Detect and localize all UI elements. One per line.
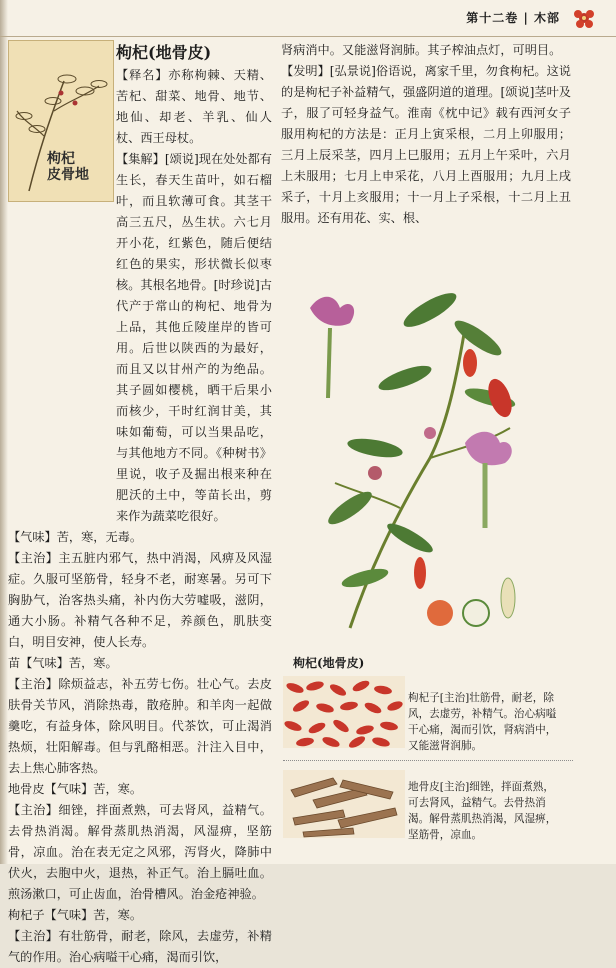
illustration-caption: 枸杞 皮骨地	[47, 151, 89, 183]
digupi-photo-caption: 地骨皮[主治]细锉，拌面煮熟，可去肾风，益精气。去骨热消渴。解骨蒸肌热消渴，风湿痹，坚筋骨，凉血。	[408, 781, 557, 841]
paragraph-qiwei: 【气味】苦，寒，无毒。	[8, 530, 143, 544]
running-head-text: 第十二卷 | 木部	[466, 11, 560, 25]
right-column	[281, 40, 571, 229]
goji-plant-illustration	[290, 268, 530, 640]
paragraph-gouqizi-qiwei: 枸杞子【气味】苦，寒。	[8, 908, 143, 922]
paragraph-miao-qiwei: 苗【气味】苦，寒。	[8, 656, 118, 670]
paragraph-digupi-qiwei: 地骨皮【气味】苦，寒。	[8, 782, 143, 796]
paragraph-faming: 【发明】[弘景说]俗语说，离家千里，勿食枸杞。这说的是枸杞子补益精气，强盛阴道的道理。[颂说]茎叶及子，服了可轻身益气。淮南《枕中记》载有西河女子服用枸杞的方法是：正月上寅采根，二月上卯服用；三月上辰采茎，四月上巳服用；五月上午采叶，六月上未服用；七月上申采花，八月上酉服用；九月上戌采子，十月上亥服用；十一月上子采根，十二月上丑服用。还有用花、实、根、	[281, 64, 571, 225]
digupi-root-bark-photo	[283, 770, 405, 838]
left-column	[8, 40, 272, 968]
page-gutter-shadow	[0, 0, 8, 864]
dried-goji-berries-photo	[283, 676, 405, 748]
running-header	[0, 0, 616, 37]
paragraph-zhuzhi: 【主治】主五脏内邪气，热中消渴，风痹及风湿症。久服可坚筋骨，轻身不老，耐寒暑。另可下胸胁气，治客热头痛，补内伤大劳嘘吸，滋阴，通大小肠。补精气各种不足，养颜色，肌肤变白，明目安神，使人长寿。	[8, 551, 272, 649]
plant-illustration-caption: 枸杞(地骨皮)	[293, 656, 365, 670]
entry-title: 枸杞(地骨皮)	[116, 43, 212, 62]
paragraph-jijie: 【集解】[颂说]现在处处都有生长，春天生苗叶，如石榴叶，而且软薄可食。其茎干高三五尺，丛生状。六七月开小花，红紫色，随后便结红色的果实，形状微长似枣核。其根名地骨。[时珍说]古代产于常山的枸杞、地骨为上品，其他丘陵崖岸的皆可用。后世以陕西的为最好，而且又以甘州产的为绝品。其子圆如樱桃，晒干后果小而核少，干时红润甘美，其味如葡萄，可以当果品吃，与其他地方不同。《种树书》里说，收子及掘出根来种在肥沃的土中，等苗长出，剪来作为蔬菜吃很好。	[116, 152, 272, 523]
paragraph-digupi-zhuzhi: 【主治】细锉，拌面煮熟，可去肾风，益精气。去骨热消渴。解骨蒸肌热消渴，风湿痹，坚筋骨，凉血。治在表无定之风邪，泻肾火，降肺中伏火，去胞中火，退热，补正气。治上膈吐血。煎汤漱口，可止齿血，治骨槽风。治金疮神验。	[8, 803, 272, 901]
section-divider	[283, 760, 573, 761]
paragraph-shiming: 【释名】亦称枸棘、天精、苦杞、甜菜、地骨、地节、地仙、却老、羊乳、仙人杖、西王母杖。	[116, 68, 272, 145]
paragraph-continued: 肾病消中。又能滋肾润肺。其子榨油点灯，可明目。	[281, 43, 562, 57]
gouqizi-photo-caption: 枸杞子[主治]壮筋骨，耐老，除风，去虚劳，补精气。治心病嗌干心痛，渴而引饮，肾病消中，又能滋肾润肺。	[408, 692, 557, 752]
paragraph-gouqizi-zhuzhi: 【主治】有壮筋骨，耐老，除风，去虚劳，补精气的作用。治心病嗌干心痛，渴而引饮，	[8, 929, 272, 964]
paragraph-miao-zhuzhi: 【主治】除烦益志，补五劳七伤。壮心气。去皮肤骨关节风，消除热毒，散疮肿。和羊肉一起做羹吃，有益身体，除风明目。代茶饮，可止渴消热烦，壮阳解毒。但与乳酪相恶。汁注入目中，去上焦心肺客热。	[8, 677, 272, 775]
flower-ornament-icon	[570, 4, 598, 32]
